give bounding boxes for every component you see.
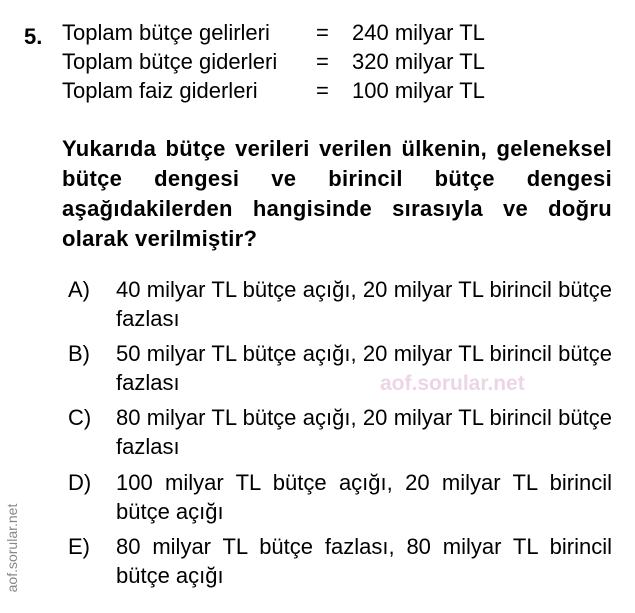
option-letter: A) — [68, 277, 90, 302]
given-label: Toplam bütçe gelirleri — [62, 20, 270, 45]
given-label: Toplam faiz giderleri — [62, 78, 258, 103]
side-watermark: aof.sorular.net — [4, 503, 20, 593]
option-letter: C) — [68, 405, 92, 430]
given-value: 240 milyar TL — [352, 20, 485, 45]
option-letter: E) — [68, 534, 90, 559]
given-data — [62, 18, 485, 105]
option-e[interactable] — [68, 532, 612, 590]
option-letter: D) — [68, 470, 92, 495]
watermark: aof.sorular.net — [380, 372, 525, 395]
given-row — [62, 76, 485, 105]
question-number: 5. — [24, 24, 43, 49]
given-row — [62, 18, 485, 47]
option-text: 80 milyar TL bütçe fazlası, 80 milyar TL birincil bütçe açığı — [116, 534, 612, 588]
given-label: Toplam bütçe giderleri — [62, 49, 278, 74]
option-text: 100 milyar TL bütçe açığı, 20 milyar TL birincil bütçe açığı — [116, 470, 612, 524]
given-value: 320 milyar TL — [352, 49, 485, 74]
option-a[interactable] — [68, 275, 612, 333]
option-letter: B) — [68, 341, 90, 366]
given-value: 100 milyar TL — [352, 78, 485, 103]
option-d[interactable] — [68, 468, 612, 526]
option-c[interactable] — [68, 403, 612, 461]
option-text: 40 milyar TL bütçe açığı, 20 milyar TL birincil bütçe fazlası — [116, 277, 612, 331]
option-b[interactable] — [68, 339, 612, 397]
given-eq: = — [316, 20, 329, 45]
question-stem: Yukarıda bütçe verileri verilen ülkenin, geleneksel bütçe dengesi ve birincil bütçe dengesi aşağıdakilerden hangisinde sırasıyla ve doğru olarak verilmiştir? — [62, 136, 612, 251]
given-eq: = — [316, 78, 329, 103]
given-row — [62, 47, 485, 76]
option-text: 50 milyar TL bütçe açığı, 20 milyar TL birincil bütçe fazlası — [116, 341, 612, 395]
option-text: 80 milyar TL bütçe açığı, 20 milyar TL birincil bütçe fazlası — [116, 405, 612, 459]
given-eq: = — [316, 49, 329, 74]
